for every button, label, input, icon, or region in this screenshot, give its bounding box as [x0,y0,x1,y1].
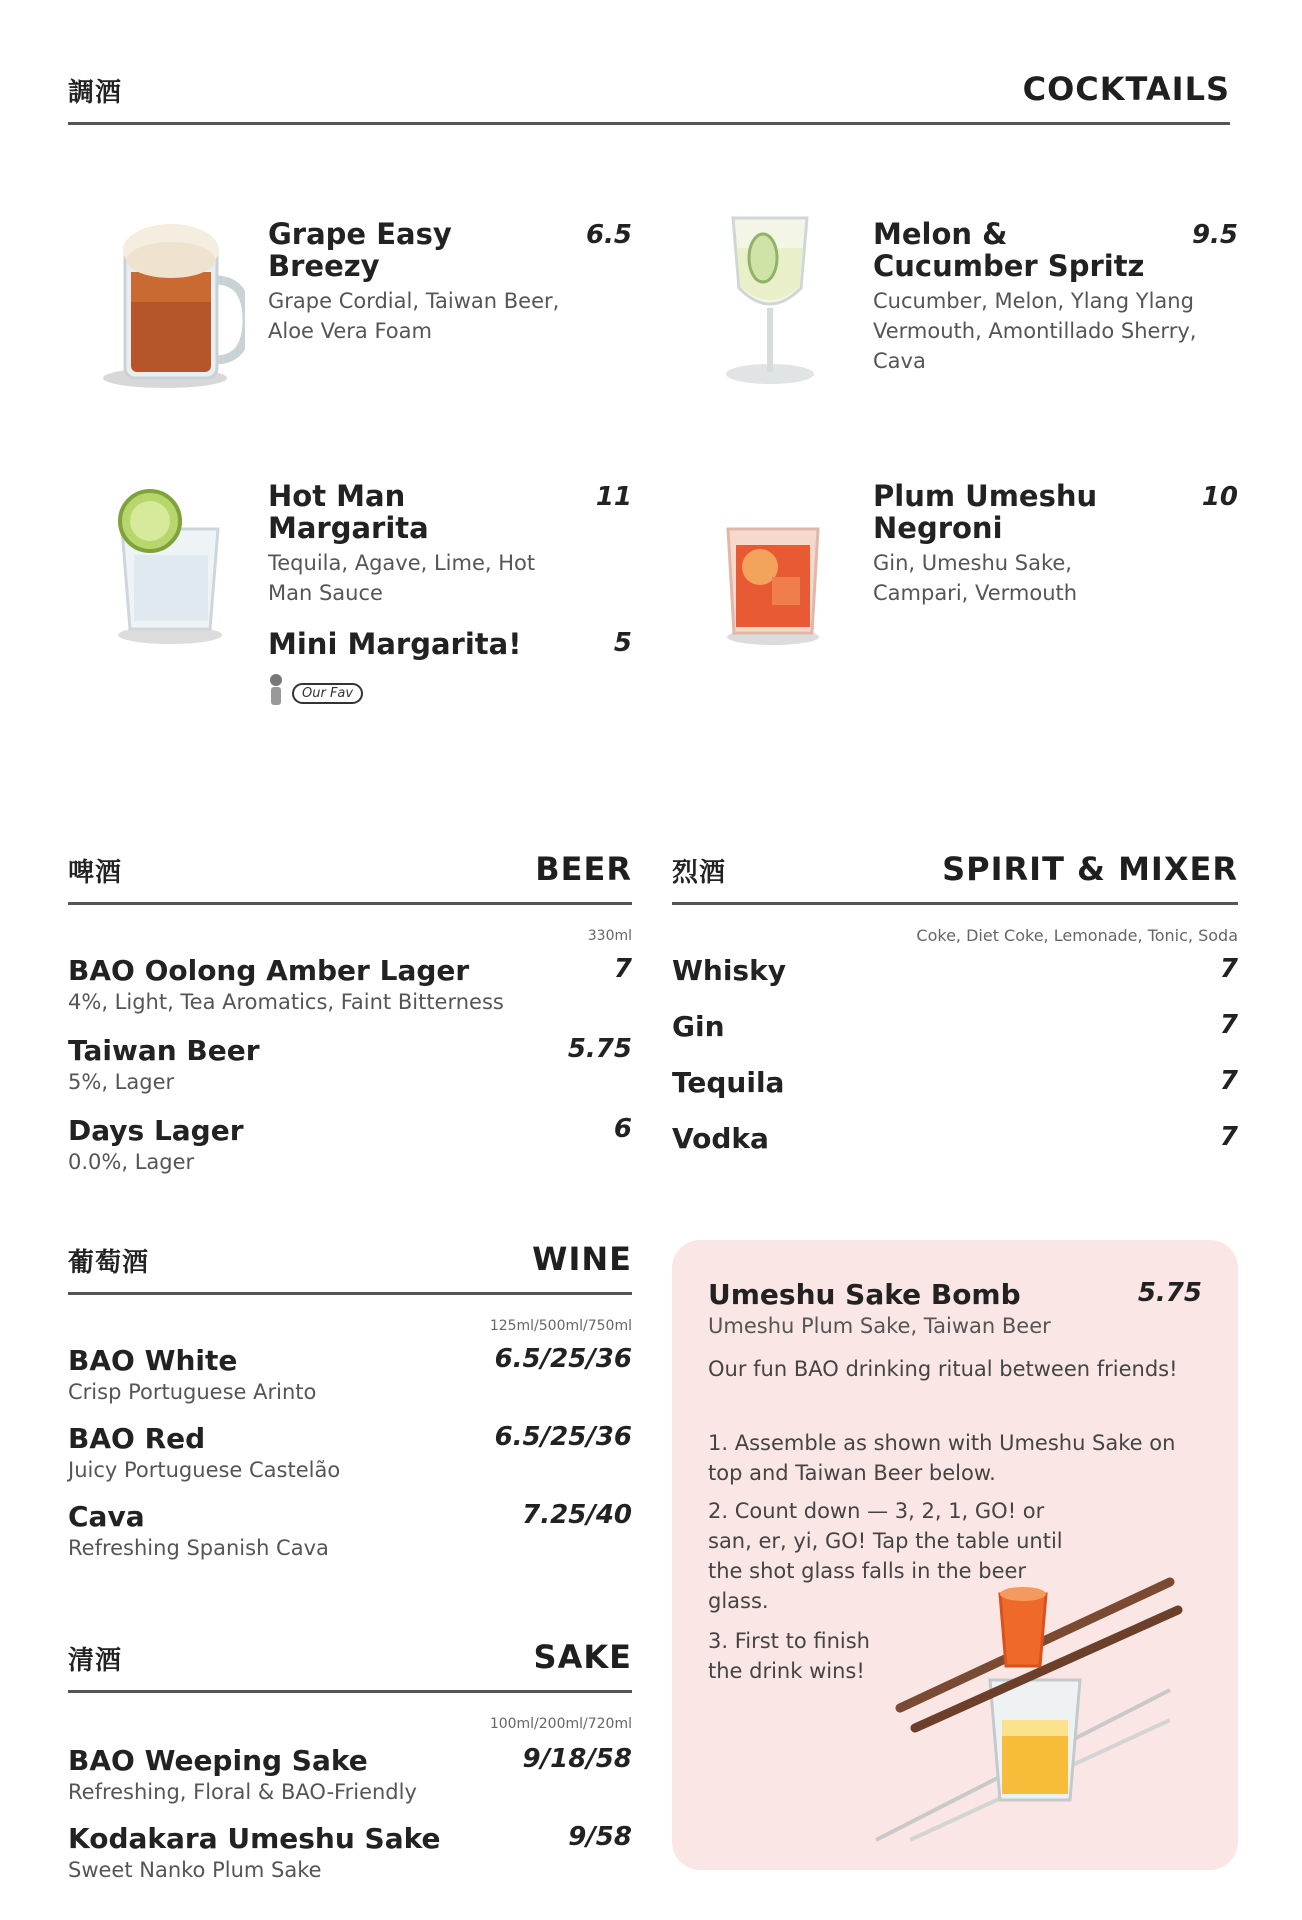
cocktail-name-margarita: Hot Man Margarita [268,479,429,545]
beer-price-oolong: 7 [613,954,632,984]
beer-name-days: Days Lager [68,1114,244,1147]
wine-desc-cava: Refreshing Spanish Cava [68,1536,329,1560]
wine-price-red: 6.5/25/36 [494,1422,632,1452]
beer-price-taiwan: 5.75 [567,1034,632,1064]
mini-margarita-name: Mini Margarita! [268,627,522,661]
sake-title: SAKE [533,1638,632,1676]
sake-divider [68,1690,632,1693]
wine-name-cava: Cava [68,1500,145,1533]
beer-desc-oolong: 4%, Light, Tea Aromatics, Faint Bitterness [68,990,504,1014]
sake-desc-weeping: Refreshing, Floral & BAO-Friendly [68,1780,417,1804]
sake-title-cn: 清酒 [68,1646,123,1676]
margarita-glass-icon [108,485,238,645]
cocktail-price-grape: 6.5 [585,220,632,250]
beer-size-note: 330ml [587,928,632,944]
spirit-price-gin: 7 [1219,1010,1238,1040]
spirit-title-cn: 烈酒 [672,858,727,888]
sake-bomb-tagline: Our fun BAO drinking ritual between friends! [708,1357,1178,1381]
beer-mug-icon [95,210,245,390]
wine-name-white: BAO White [68,1344,238,1377]
beer-title-cn: 啤酒 [68,858,123,888]
wine-price-cava: 7.25/40 [522,1500,632,1530]
beer-desc-days: 0.0%, Lager [68,1150,195,1174]
beer-divider [68,902,632,905]
sake-desc-kodakara: Sweet Nanko Plum Sake [68,1858,322,1882]
spirit-price-vodka: 7 [1219,1122,1238,1152]
sake-bomb-step-1: 1. Assemble as shown with Umeshu Sake on top and Taiwan Beer below. [708,1431,1176,1485]
mini-margarita-price: 5 [613,628,632,658]
spirit-price-whisky: 7 [1219,954,1238,984]
sake-size-note: 100ml/200ml/720ml [489,1716,632,1732]
wine-name-red: BAO Red [68,1422,206,1455]
cocktail-desc-negroni: Gin, Umeshu Sake, Campari, Vermouth [873,551,1078,605]
spirit-name-whisky: Whisky [672,954,786,987]
sake-bomb-step-3: 3. First to finish the drink wins! [708,1629,870,1683]
wine-desc-white: Crisp Portuguese Arinto [68,1380,317,1404]
cocktail-name-negroni: Plum Umeshu Negroni [873,479,1098,545]
spirit-name-gin: Gin [672,1010,725,1043]
spirit-name-tequila: Tequila [672,1066,785,1099]
wine-size-note: 125ml/500ml/750ml [489,1318,632,1334]
cocktail-name-melon: Melon & Cucumber Spritz [873,217,1145,283]
wine-desc-red: Juicy Portuguese Castelão [68,1458,341,1482]
sake-name-kodakara: Kodakara Umeshu Sake [68,1822,441,1855]
cocktails-divider [68,122,1230,125]
cocktail-price-negroni: 10 [1201,482,1238,512]
wine-title-cn: 葡萄酒 [68,1248,150,1278]
cocktail-desc-grape: Grape Cordial, Taiwan Beer, Aloe Vera Foam [268,289,560,343]
wine-divider [68,1292,632,1295]
beer-title: BEER [535,850,632,888]
our-fav-badge [292,682,363,701]
mixer-note: Coke, Diet Coke, Lemonade, Tonic, Soda [916,926,1238,945]
bao-mascot-icon [268,672,284,710]
cocktail-name-grape: Grape Easy Breezy [268,217,452,283]
our-fav-label: Our Fav [292,683,363,704]
negroni-glass-icon [718,515,828,645]
spirit-divider [672,902,1238,905]
sake-bomb-desc: Umeshu Plum Sake, Taiwan Beer [708,1314,1051,1338]
wine-price-white: 6.5/25/36 [494,1344,632,1374]
sake-name-weeping: BAO Weeping Sake [68,1744,368,1777]
spritz-glass-icon [715,208,825,388]
beer-name-oolong: BAO Oolong Amber Lager [68,954,470,987]
cocktails-title: COCKTAILS [1022,70,1230,108]
cocktail-price-melon: 9.5 [1191,220,1238,250]
beer-price-days: 6 [613,1114,632,1144]
sake-bomb-name: Umeshu Sake Bomb [708,1278,1021,1311]
sake-price-kodakara: 9/58 [568,1822,632,1852]
beer-desc-taiwan: 5%, Lager [68,1070,175,1094]
cocktail-price-margarita: 11 [595,482,632,512]
sake-bomb-step-2: 2. Count down — 3, 2, 1, GO! or san, er, yi, GO! Tap the table until the shot glass falls in the beer glass. [708,1499,1063,1613]
cocktails-title-cn: 調酒 [68,78,123,108]
beer-name-taiwan: Taiwan Beer [68,1034,260,1067]
spirit-price-tequila: 7 [1219,1066,1238,1096]
cocktail-desc-margarita: Tequila, Agave, Lime, Hot Man Sauce [268,551,536,605]
sake-bomb-price: 5.75 [1137,1278,1202,1308]
sake-bomb-illustration-icon [870,1570,1210,1860]
cocktail-desc-melon: Cucumber, Melon, Ylang Ylang Vermouth, Amontillado Sherry, Cava [873,289,1197,373]
spirit-name-vodka: Vodka [672,1122,769,1155]
sake-price-weeping: 9/18/58 [522,1744,632,1774]
wine-title: WINE [532,1240,632,1278]
spirit-title: SPIRIT & MIXER [942,850,1238,888]
